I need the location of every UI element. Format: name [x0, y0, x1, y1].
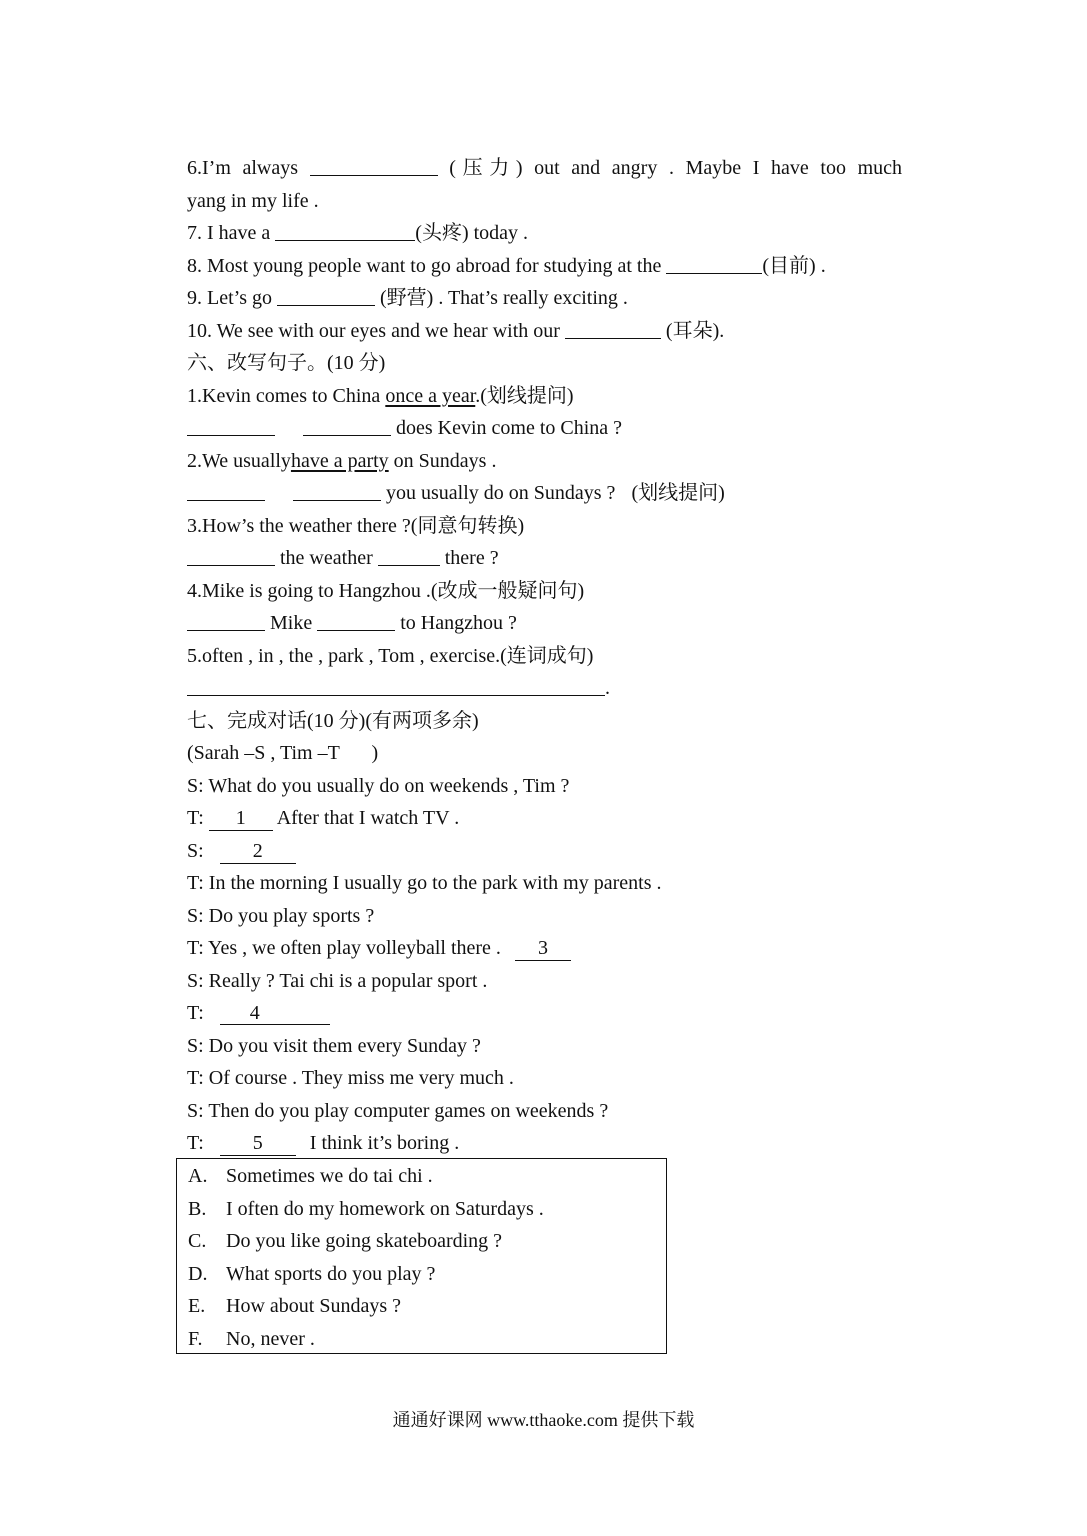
- dialog-line-11: S: Then do you play computer games on weekends ?: [187, 1099, 609, 1122]
- rw1-blank-2: [303, 415, 391, 436]
- dialog-line-1: S: What do you usually do on weekends , Tim ?: [187, 774, 570, 797]
- rewrite-5-answer: [187, 672, 902, 705]
- question-10: [187, 315, 902, 348]
- question-6-line1: [187, 152, 902, 185]
- q8-blank: [666, 253, 762, 274]
- dialog-blank-1: 1: [209, 806, 273, 831]
- q6-blank: [310, 155, 438, 176]
- rw2-underlined: have a party: [290, 449, 389, 472]
- rw4-mid1: Mike: [270, 612, 313, 634]
- rw4-blank-2: [317, 610, 395, 631]
- rewrite-3: 3.How’s the weather there ?(同意句转换): [187, 514, 525, 537]
- dialog-text: After that I watch TV .: [276, 807, 460, 829]
- rw3-mid1: the weather: [280, 547, 373, 569]
- question-6-line2: yang in my life .: [187, 189, 319, 212]
- rw2-text-b: on Sundays .: [393, 449, 497, 472]
- option-f: [188, 1323, 315, 1356]
- q7-text-b: (头疼) today .: [415, 222, 529, 244]
- option-c: [188, 1225, 502, 1258]
- rewrite-2: [187, 445, 902, 478]
- option-text: How about Sundays ?: [226, 1295, 401, 1317]
- rw2-answer-text: you usually do on Sundays ?: [386, 482, 616, 504]
- dialog-text: I think it’s boring .: [309, 1132, 460, 1154]
- dialog-line-6: [187, 932, 902, 965]
- rewrite-1-answer: [187, 412, 902, 445]
- rw1-blank-1: [187, 415, 275, 436]
- worksheet-page: [187, 152, 902, 1160]
- option-text: I often do my homework on Saturdays .: [226, 1197, 544, 1220]
- option-letter: A.: [188, 1165, 208, 1187]
- q10-text-b: (耳朵).: [665, 319, 725, 342]
- question-8: [187, 250, 902, 283]
- dialog-blank-3: 3: [515, 936, 571, 961]
- dialog-speaker: T:: [187, 1132, 204, 1154]
- dialog-line-12: [187, 1127, 902, 1160]
- dialog-line-3: [187, 835, 902, 868]
- option-text: Do you like going skateboarding ?: [226, 1230, 503, 1252]
- dialog-speaker: T:: [187, 1002, 204, 1024]
- rw5-blank: [187, 675, 605, 696]
- dialog-blank-2: 2: [220, 839, 296, 864]
- rw2-blank-2: [293, 480, 381, 501]
- rw5-end: .: [605, 677, 610, 699]
- option-d: [188, 1258, 435, 1291]
- q7-blank: [275, 220, 415, 241]
- q8-text-a: 8. Most young people want to go abroad for studying at the: [187, 254, 662, 277]
- dialog-blank-5: 5: [220, 1131, 296, 1156]
- option-a: [188, 1160, 433, 1193]
- dialog-line-4: T: In the morning I usually go to the park with my parents .: [187, 872, 662, 894]
- q10-blank: [565, 318, 661, 339]
- rewrite-4-answer: [187, 607, 902, 640]
- rw3-blank-1: [187, 545, 275, 566]
- q7-text-a: 7. I have a: [187, 222, 271, 244]
- dialog-line-8: [187, 997, 902, 1030]
- option-text: Sometimes we do tai chi .: [226, 1165, 433, 1187]
- dialog-line-7: S: Really ? Tai chi is a popular sport .: [187, 969, 488, 992]
- dialog-blank-4: 4: [220, 1001, 330, 1025]
- q10-text-a: 10. We see with our eyes and we hear with our: [187, 319, 560, 342]
- option-e: [188, 1290, 401, 1323]
- dialog-speaker: T:: [187, 807, 204, 829]
- option-letter: F.: [188, 1327, 203, 1350]
- q6-text-b: (压力) out and angry . Maybe I have too much: [449, 157, 903, 179]
- dialog-line-5: S: Do you play sports ?: [187, 904, 375, 927]
- options-box: [176, 1158, 667, 1354]
- q9-text-a: 9. Let’s go: [187, 287, 272, 309]
- section-6-heading: 六、改写句子。(10 分): [187, 352, 386, 374]
- rewrite-1: [187, 380, 902, 413]
- option-text: What sports do you play ?: [226, 1262, 436, 1285]
- page-footer: 通通好课网 www.tthaoke.com 提供下载: [392, 1410, 695, 1430]
- rw1-answer-text: does Kevin come to China ?: [396, 417, 623, 439]
- rewrite-4: 4.Mike is going to Hangzhou .(改成一般疑问句): [187, 579, 585, 602]
- dialog-line-2: [187, 802, 902, 835]
- q9-blank: [277, 285, 375, 306]
- rw3-mid2: there ?: [444, 547, 499, 569]
- rw3-blank-2: [378, 545, 440, 566]
- dialog-line-9: S: Do you visit them every Sunday ?: [187, 1034, 481, 1057]
- option-text: No, never .: [226, 1327, 315, 1350]
- roles-end: ): [371, 742, 379, 764]
- q8-text-b: (目前) .: [762, 254, 826, 277]
- rewrite-2-answer: [187, 477, 902, 510]
- rw4-blank-1: [187, 610, 265, 631]
- rw4-mid2: to Hangzhou ?: [400, 612, 517, 634]
- section-7-heading: 七、完成对话(10 分)(有两项多余): [187, 709, 479, 732]
- roles-line: [187, 737, 902, 770]
- rewrite-5: 5.often , in , the , park , Tom , exercise.(连词成句): [187, 644, 594, 667]
- dialog-text: T: Yes , we often play volleyball there .: [187, 937, 501, 959]
- q6-text-a: 6.I’m always: [187, 157, 299, 179]
- option-letter: E.: [188, 1295, 206, 1317]
- rw2-text-a: 2.We usually: [187, 449, 291, 472]
- rw1-text-a: 1.Kevin comes to China: [187, 384, 381, 407]
- q9-text-b: (野营) . That’s really exciting .: [380, 287, 628, 309]
- rw2-blank-1: [187, 480, 265, 501]
- dialog-speaker: S:: [187, 839, 204, 862]
- question-7: [187, 217, 902, 250]
- option-letter: D.: [188, 1262, 208, 1285]
- rw1-underlined: once a year: [385, 384, 476, 407]
- rw2-note: (划线提问): [631, 482, 725, 504]
- rw1-text-b: .(划线提问): [475, 384, 574, 407]
- dialog-line-10: T: Of course . They miss me very much .: [187, 1067, 514, 1089]
- option-letter: B.: [188, 1197, 207, 1220]
- roles-text: (Sarah –S , Tim –T: [187, 742, 340, 764]
- option-b: [188, 1193, 544, 1226]
- question-9: [187, 282, 902, 315]
- option-letter: C.: [188, 1230, 207, 1252]
- rewrite-3-answer: [187, 542, 902, 575]
